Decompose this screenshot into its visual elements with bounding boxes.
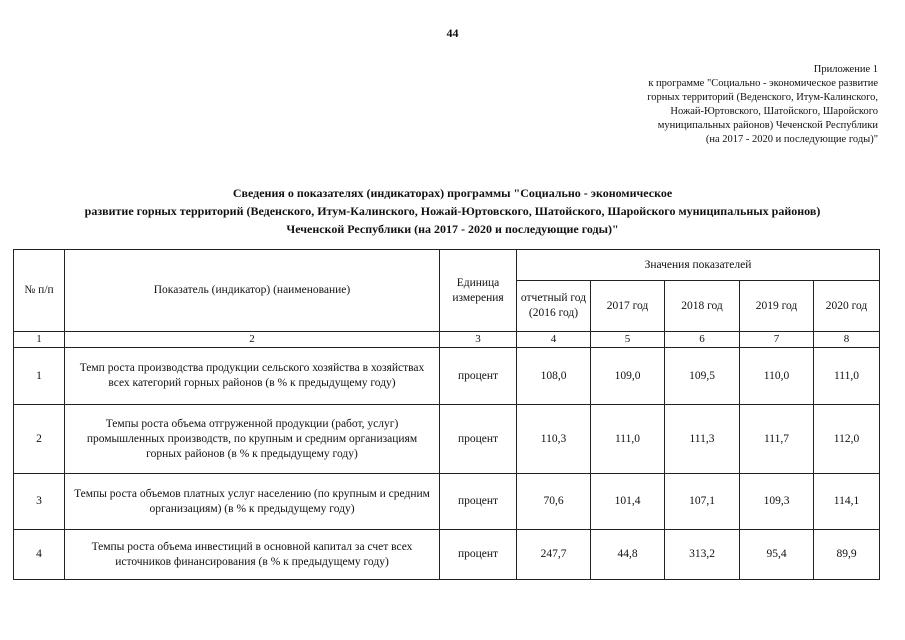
column-numbers-row	[14, 332, 880, 348]
appendix-note	[578, 63, 878, 147]
title-line: развитие горных территорий (Веденского, Итум-Калинского, Ножай-Юртовского, Шатойского, Шаройского муниципальных районов)	[84, 204, 821, 218]
row-value-2019: 110,0	[740, 348, 814, 405]
row-value-2019: 111,7	[740, 405, 814, 474]
row-unit: процент	[440, 405, 517, 474]
row-value-2017: 101,4	[591, 474, 665, 530]
row-value-2018: 107,1	[665, 474, 740, 530]
header-num: № п/п	[14, 250, 65, 332]
row-value-2017: 44,8	[591, 530, 665, 580]
column-number: 5	[591, 332, 665, 348]
row-value-2016: 108,0	[517, 348, 591, 405]
row-value-2020: 89,9	[814, 530, 880, 580]
title-line: Чеченской Республики (на 2017 - 2020 и последующие годы)"	[286, 222, 619, 236]
column-number: 6	[665, 332, 740, 348]
row-value-2020: 114,1	[814, 474, 880, 530]
row-value-2019: 95,4	[740, 530, 814, 580]
table-row	[14, 405, 880, 474]
header-year-2018: 2018 год	[665, 281, 740, 332]
table-row	[14, 474, 880, 530]
column-number: 2	[65, 332, 440, 348]
table-row	[14, 348, 880, 405]
appendix-line: (на 2017 - 2020 и последующие годы)"	[705, 134, 878, 145]
page-number: 44	[446, 26, 459, 40]
row-indicator: Темп роста производства продукции сельского хозяйства в хозяйствах всех категорий горных районов (в % к предыдущему году)	[65, 348, 440, 405]
header-unit: Единица измерения	[440, 250, 517, 332]
appendix-line: Приложение 1	[813, 64, 878, 75]
row-value-2016: 247,7	[517, 530, 591, 580]
row-value-2018: 109,5	[665, 348, 740, 405]
row-value-2016: 70,6	[517, 474, 591, 530]
header-values-group: Значения показателей	[517, 250, 880, 281]
row-value-2019: 109,3	[740, 474, 814, 530]
column-number: 7	[740, 332, 814, 348]
appendix-line: Ножай-Юртовского, Шатойского, Шаройского	[670, 106, 878, 117]
header-year-2017: 2017 год	[591, 281, 665, 332]
row-unit: процент	[440, 474, 517, 530]
row-number: 4	[14, 530, 65, 580]
row-number: 1	[14, 348, 65, 405]
row-unit: процент	[440, 348, 517, 405]
indicators-table	[13, 249, 880, 580]
row-value-2017: 111,0	[591, 405, 665, 474]
row-value-2018: 111,3	[665, 405, 740, 474]
row-number: 3	[14, 474, 65, 530]
row-value-2020: 112,0	[814, 405, 880, 474]
row-unit: процент	[440, 530, 517, 580]
table-row	[14, 530, 880, 580]
appendix-line: горных территорий (Веденского, Итум-Калинского,	[647, 92, 878, 103]
row-value-2016: 110,3	[517, 405, 591, 474]
row-indicator: Темпы роста объемов платных услуг населению (по крупным и средним организациям) (в % к предыдущему году)	[65, 474, 440, 530]
document-title	[0, 184, 905, 238]
row-number: 2	[14, 405, 65, 474]
appendix-line: муниципальных районов) Чеченской Республики	[657, 120, 878, 131]
column-number: 3	[440, 332, 517, 348]
header-year-2016: отчетный год (2016 год)	[517, 281, 591, 332]
row-value-2020: 111,0	[814, 348, 880, 405]
column-number: 4	[517, 332, 591, 348]
row-indicator: Темпы роста объема отгруженной продукции (работ, услуг) промышленных производств, по крупным и средним организациям горных районов (в % к предыдущему году)	[65, 405, 440, 474]
header-indicator: Показатель (индикатор) (наименование)	[65, 250, 440, 332]
title-line: Сведения о показателях (индикаторах) программы "Социально - экономическое	[232, 186, 673, 200]
appendix-line: к программе "Социально - экономическое развитие	[648, 78, 878, 89]
header-year-2019: 2019 год	[740, 281, 814, 332]
column-number: 1	[14, 332, 65, 348]
row-value-2017: 109,0	[591, 348, 665, 405]
column-number: 8	[814, 332, 880, 348]
row-value-2018: 313,2	[665, 530, 740, 580]
row-indicator: Темпы роста объема инвестиций в основной капитал за счет всех источников финансирования (в % к предыдущему году)	[65, 530, 440, 580]
header-year-2020: 2020 год	[814, 281, 880, 332]
